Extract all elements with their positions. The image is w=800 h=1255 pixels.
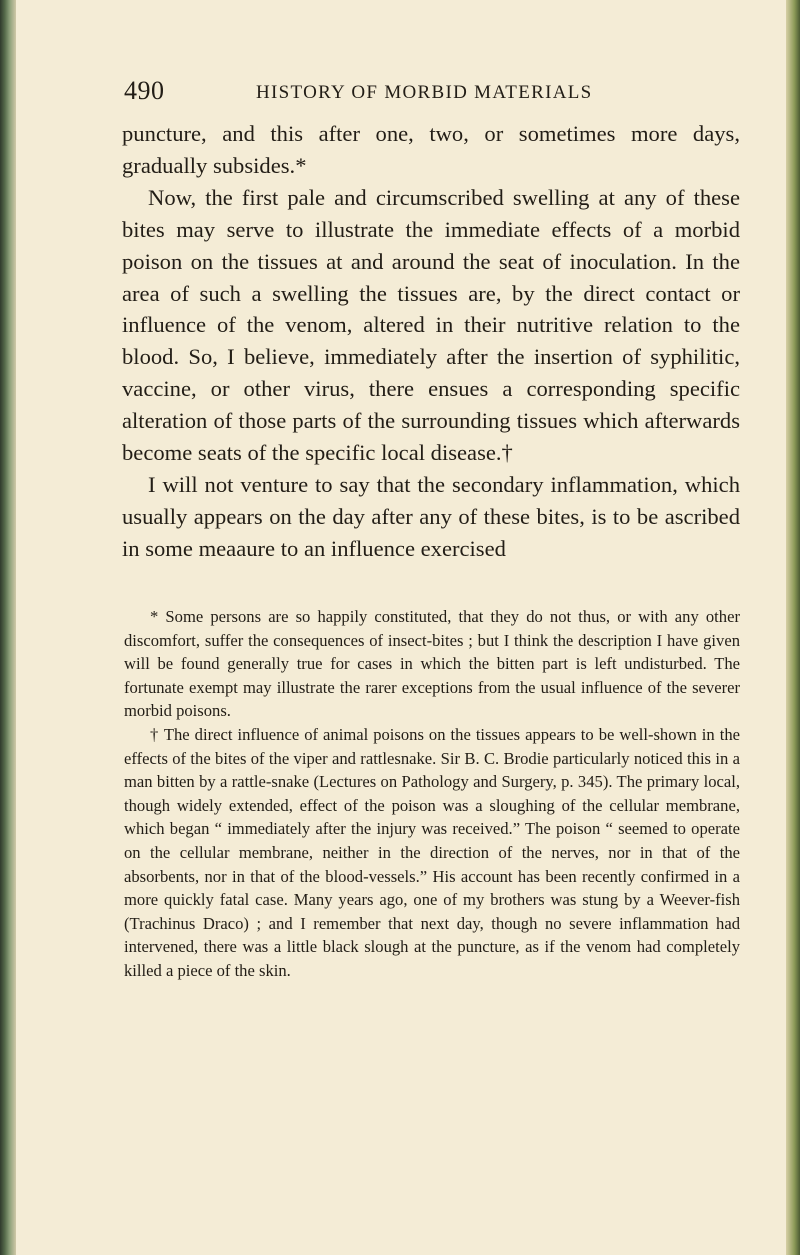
page-number: 490 <box>124 76 165 105</box>
paragraph-2: Now, the first pale and circumscribed swelling at any of these bites may serve to illustrate the immediate effects of a morbid poison on the tissues at and around the seat of inoculation. In the area of such a swelling the tissues are, by the direct contact or influence of the venom, altered in their nutritive relation to the blood. So, I believe, immediately after the insertion of syphilitic, vaccine, or other virus, there ensues a corresponding specific alteration of those parts of the surrounding tissues which afterwards become seats of the specific local disease.† <box>122 184 740 466</box>
paragraph-1: puncture, and this after one, two, or sometimes more days, gradually subsides.* <box>122 121 740 178</box>
footnote-asterisk: * Some persons are so happily constituted, that they do not thus, or with any other discomfort, suffer the consequences of insect-bites ; but I think the description I have given will be found generally true for cases in which the bitten part is left undisturbed. The fortunate exempt may illustrate the rarer exceptions from the usual influence of the severer morbid poisons. <box>124 607 740 721</box>
footnote-dagger: † The direct influence of animal poisons on the tissues appears to be well-shown in the effects of the bites of the viper and rattlesnake. Sir B. C. Brodie particularly noticed this in a man bitten by a rattle-snake (Lectures on Pathology and Surgery, p. 345). The primary local, though widely extended, effect of the poison was a sloughing of the cellular membrane, which began “ immediately after the injury was received.” The poison “ seemed to operate on the cellular membrane, neither in the direction of the nerves, nor in that of the absorbents, nor in that of the blood-vessels.” His account has been recently confirmed in a more quickly fatal case. Many years ago, one of my brothers was stung by a Weever-fish (Trachinus Draco) ; and I remember that next day, though no severe inflammation had intervened, there was a little black slough at the puncture, as if the venom had completely killed a piece of the skin. <box>124 724 740 980</box>
page-header <box>124 76 760 110</box>
main-text <box>122 118 740 565</box>
paragraph-3: I will not venture to say that the secondary inflammation, which usually appears on the day after any of these bites, is to be ascribed in some meaaure to an influence exercised <box>122 471 740 561</box>
running-head: HISTORY OF MORBID MATERIALS <box>256 82 593 103</box>
page-fore-edge <box>786 0 800 1255</box>
page-binding-edge <box>0 0 16 1255</box>
footnotes <box>124 605 740 983</box>
